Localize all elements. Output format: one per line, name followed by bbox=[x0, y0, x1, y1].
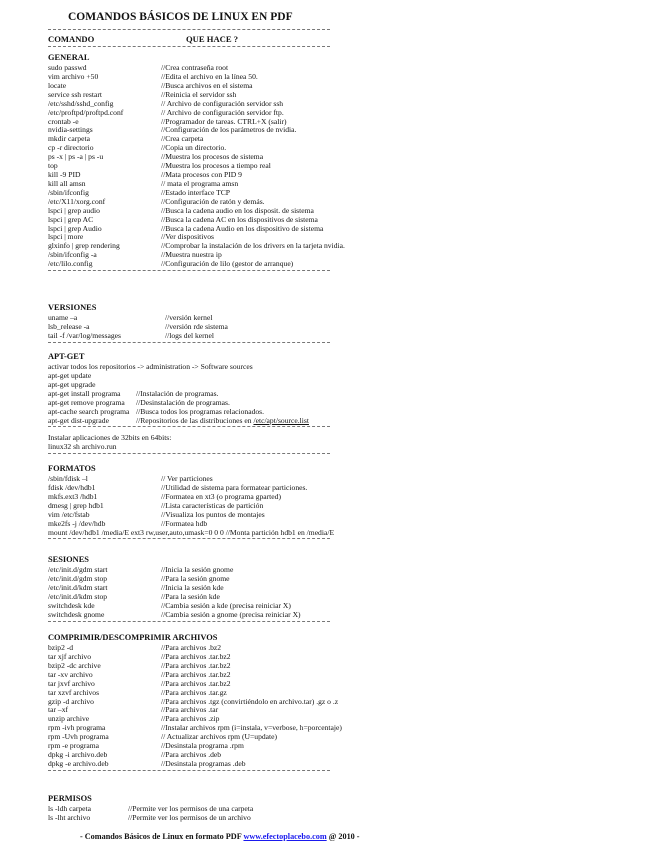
command-description: //Desinstala programas .deb bbox=[161, 758, 246, 768]
command-row bbox=[48, 232, 648, 241]
command-row bbox=[48, 81, 648, 90]
command-text: apt-get remove programa bbox=[48, 397, 125, 407]
command-description: //Para archivos .tar.gz bbox=[161, 687, 227, 697]
command-row bbox=[48, 179, 648, 188]
command-description: //Muestra los procesos a tiempo real bbox=[161, 161, 271, 171]
command-row bbox=[48, 224, 648, 233]
command-row bbox=[48, 442, 648, 451]
command-row bbox=[48, 188, 648, 197]
command-row bbox=[48, 732, 648, 741]
command-text: apt-get upgrade bbox=[48, 379, 96, 389]
command-description: //Para archivos .deb bbox=[161, 750, 222, 760]
command-description: //Copia un directorio. bbox=[161, 143, 227, 153]
command-row bbox=[48, 416, 648, 425]
command-row bbox=[48, 108, 648, 117]
command-row bbox=[48, 804, 648, 813]
command-row bbox=[48, 652, 648, 661]
command-row bbox=[48, 433, 648, 442]
command-row bbox=[48, 389, 648, 398]
command-description: //versión rde sistema bbox=[165, 321, 228, 331]
command-row bbox=[48, 362, 648, 371]
footer-text: - Comandos Básicos de Linux en formato PDF bbox=[80, 832, 244, 841]
command-text: cp -r directorio bbox=[48, 143, 94, 153]
command-text: activar todos los repositorios -> administration -> Software sources bbox=[48, 362, 253, 371]
command-text: top bbox=[48, 161, 58, 171]
command-row bbox=[48, 813, 648, 822]
command-row bbox=[48, 592, 648, 601]
command-row bbox=[48, 679, 648, 688]
command-text: lspci | more bbox=[48, 232, 84, 242]
command-row bbox=[48, 380, 648, 389]
footer-website-link[interactable]: www.efectoplacebo.com bbox=[243, 832, 327, 841]
divider bbox=[48, 426, 330, 427]
command-description: //Para archivos .zip bbox=[161, 714, 220, 724]
command-text: service ssh restart bbox=[48, 89, 102, 99]
command-row bbox=[48, 241, 648, 250]
command-description: //Comprobar la instalación de los drivers en la tarjeta nvidia. bbox=[161, 241, 345, 251]
command-row bbox=[48, 759, 648, 768]
divider bbox=[48, 538, 330, 539]
command-description: //Para archivos .tar.bz2 bbox=[161, 651, 231, 661]
section-heading: PERMISOS bbox=[48, 794, 92, 803]
command-description: //Configuración de lilo (gestor de arranque) bbox=[161, 259, 294, 269]
command-text: ls -ldh carpeta bbox=[48, 804, 92, 813]
command-text: mke2fs -j /dev/hdb bbox=[48, 518, 106, 528]
command-description: //Permite ver los permisos de un archivo bbox=[128, 812, 251, 822]
command-description: // Actualizar archivos rpm (U=update) bbox=[161, 732, 278, 742]
command-text: /sbin/ifconfig -a bbox=[48, 250, 97, 260]
command-description: //Para la sesión kde bbox=[161, 591, 220, 601]
command-description: //Visualiza los puntos de montajes bbox=[161, 509, 265, 519]
divider bbox=[48, 270, 330, 271]
command-text: /etc/init.d/gdm start bbox=[48, 565, 108, 574]
command-row bbox=[48, 206, 648, 215]
command-text: tar jxvf archivo bbox=[48, 678, 95, 688]
command-row bbox=[48, 152, 648, 161]
section-heading: VERSIONES bbox=[48, 303, 97, 312]
command-text: rpm -ivh programa bbox=[48, 723, 106, 733]
command-text: tar -xv archivo bbox=[48, 669, 93, 679]
path-link: /etc/apt/source.list bbox=[253, 415, 309, 425]
command-row bbox=[48, 407, 648, 416]
command-description: //Inicia la sesión gnome bbox=[161, 565, 234, 574]
command-description: //Busca la cadena audio en los disposit. de sistema bbox=[161, 205, 314, 215]
command-row bbox=[48, 90, 648, 99]
page-footer bbox=[80, 832, 360, 841]
command-row bbox=[48, 697, 648, 706]
command-description: //Inicia la sesión kde bbox=[161, 582, 224, 592]
command-row bbox=[48, 510, 648, 519]
command-text: apt-cache search programa bbox=[48, 406, 130, 416]
command-row bbox=[48, 215, 648, 224]
command-description: //logs del kernel bbox=[165, 330, 214, 340]
command-text: kill all amsn bbox=[48, 178, 86, 188]
command-description: //Configuración de los parámetros de nvidia. bbox=[161, 125, 297, 135]
command-description: //Formatea hdb bbox=[161, 518, 208, 528]
command-description: //Permite ver los permisos de una carpeta bbox=[128, 804, 254, 813]
command-text: /etc/init.d/kdm stop bbox=[48, 591, 108, 601]
command-row bbox=[48, 492, 648, 501]
divider bbox=[48, 342, 330, 343]
command-text: tar –xf bbox=[48, 705, 69, 715]
command-text: lspci | grep Audio bbox=[48, 223, 102, 233]
command-row bbox=[48, 501, 648, 510]
command-description: //Muestra nuestra ip bbox=[161, 250, 222, 260]
command-text: tail -f /var/log/messages bbox=[48, 330, 121, 340]
command-description: //Para archivos .tgz (convirtiéndolo en archivo.tar) .gz o .z bbox=[161, 696, 339, 706]
command-description: //Busca archivos en el sistema bbox=[161, 80, 253, 90]
command-description: //Busca la cadena AC en los dispositivos de sistema bbox=[161, 214, 318, 224]
command-row bbox=[48, 610, 648, 619]
command-text: vim /etc/fstab bbox=[48, 509, 90, 519]
description-text: //Repositorios de las distribuciones en bbox=[136, 415, 254, 425]
command-description: //Programador de tareas. CTRL+X (salir) bbox=[161, 116, 287, 126]
column-header-command: COMANDO bbox=[48, 34, 95, 44]
column-header-description: QUE HACE ? bbox=[186, 34, 239, 44]
divider bbox=[48, 46, 330, 47]
command-text: mkdir carpeta bbox=[48, 134, 90, 144]
command-row bbox=[48, 143, 648, 152]
command-text: switchdesk kde bbox=[48, 600, 95, 610]
command-text: apt-get install programa bbox=[48, 388, 121, 398]
command-text: /etc/init.d/kdm start bbox=[48, 582, 108, 592]
command-description: //Reinicia el servidor ssh bbox=[161, 89, 237, 99]
command-row bbox=[48, 161, 648, 170]
command-description: //Lista características de partición bbox=[161, 500, 264, 510]
command-text: ls -lht archivo bbox=[48, 812, 91, 822]
command-text: bzip2 -d bbox=[48, 643, 74, 652]
command-row bbox=[48, 125, 648, 134]
command-text: tar xzvf archivos bbox=[48, 687, 100, 697]
command-text: nvidia-settings bbox=[48, 125, 93, 135]
command-text: sudo passwd bbox=[48, 63, 87, 72]
command-row bbox=[48, 197, 648, 206]
command-text: /etc/proftpd/proftpd.conf bbox=[48, 107, 124, 117]
command-text: mkfs.ext3 /hdb1 bbox=[48, 491, 98, 501]
command-description: //Ver dispositivos bbox=[161, 232, 214, 242]
command-description: //Cambia sesión a gnome (precisa reiniciar X) bbox=[161, 609, 301, 619]
command-row bbox=[48, 134, 648, 143]
command-text: dpkg -e archivo.deb bbox=[48, 758, 109, 768]
command-text: linux32 sh archivo.run bbox=[48, 441, 117, 451]
command-text: apt-get update bbox=[48, 370, 92, 380]
command-row bbox=[48, 705, 648, 714]
command-row bbox=[48, 483, 648, 492]
command-text: uname –a bbox=[48, 313, 78, 322]
divider bbox=[48, 29, 330, 30]
command-row bbox=[48, 528, 648, 537]
section-heading: FORMATOS bbox=[48, 464, 96, 473]
command-text: vim archivo +50 bbox=[48, 71, 99, 81]
command-description: //Para la sesión gnome bbox=[161, 573, 230, 583]
command-text: lspci | grep AC bbox=[48, 214, 94, 224]
command-description: //versión kernel bbox=[165, 313, 213, 322]
divider bbox=[48, 453, 330, 454]
command-text: /sbin/ifconfig bbox=[48, 187, 89, 197]
command-description: //Mata procesos con PID 9 bbox=[161, 170, 242, 180]
command-row bbox=[48, 601, 648, 610]
command-text: rpm -Uvh programa bbox=[48, 732, 109, 742]
command-text: dpkg -i archivo.deb bbox=[48, 750, 108, 760]
section-heading: SESIONES bbox=[48, 555, 89, 564]
command-description: //Para archivos .tar.bz2 bbox=[161, 669, 231, 679]
command-description: //Crea contraseña root bbox=[161, 63, 229, 72]
command-text: bzip2 -dc archive bbox=[48, 660, 101, 670]
command-description: // Ver particiones bbox=[161, 474, 213, 483]
divider bbox=[48, 770, 330, 771]
footer-copyright: @ 2010 - bbox=[326, 832, 360, 841]
command-row bbox=[48, 688, 648, 697]
command-row bbox=[48, 661, 648, 670]
section-heading: APT-GET bbox=[48, 352, 85, 361]
command-text: tar xjf archivo bbox=[48, 651, 92, 661]
command-description: //Cambia sesión a kde (precisa reiniciar X) bbox=[161, 600, 291, 610]
command-description: //Formatea en xt3 (o programa gparted) bbox=[161, 491, 281, 501]
command-row bbox=[48, 574, 648, 583]
command-text: kill -9 PID bbox=[48, 170, 81, 180]
command-row bbox=[48, 398, 648, 407]
section-heading: COMPRIMIR/DESCOMPRIMIR ARCHIVOS bbox=[48, 633, 218, 642]
command-description: //Busca todos los programas relacionados. bbox=[136, 406, 265, 416]
command-description: //Instalación de programas. bbox=[136, 388, 219, 398]
command-description: //Configuración de ratón y demás. bbox=[161, 196, 265, 206]
command-description: //Estado interface TCP bbox=[161, 187, 231, 197]
command-description: // Archivo de configuración servidor ftp. bbox=[161, 107, 284, 117]
command-description: //Busca la cadena Audio en los dispositivo de sistema bbox=[161, 223, 324, 233]
command-row bbox=[48, 63, 648, 72]
command-row bbox=[48, 250, 648, 259]
command-description: //Para archivos .tar.bz2 bbox=[161, 678, 231, 688]
command-text: ps -x | ps -a | ps -u bbox=[48, 152, 104, 162]
command-text: glxinfo | grep rendering bbox=[48, 241, 120, 251]
command-description: //Desinstalación de programas. bbox=[136, 397, 230, 407]
command-description: //Edita el archivo en la línea 50. bbox=[161, 71, 258, 81]
command-row bbox=[48, 170, 648, 179]
command-description: //Para archivos .bz2 bbox=[161, 643, 222, 652]
command-text: dmesg | grep hdb1 bbox=[48, 500, 104, 510]
command-row bbox=[48, 583, 648, 592]
command-text: mount /dev/hdb1 /media/E ext3 rw,user,auto,umask=0 0 0 //Monta partición hdb1 en /media/E bbox=[48, 527, 335, 537]
command-description: //Muestra los procesos de sistema bbox=[161, 152, 264, 162]
command-description: //Utilidad de sistema para formatear particiones. bbox=[161, 482, 308, 492]
command-text: fdisk /dev/hdb1 bbox=[48, 482, 96, 492]
command-text: Instalar aplicaciones de 32bits en 64bits: bbox=[48, 433, 172, 442]
command-description bbox=[136, 416, 309, 425]
command-description: //Para archivos .tar.bz2 bbox=[161, 660, 231, 670]
command-row bbox=[48, 99, 648, 108]
command-text: lspci | grep audio bbox=[48, 205, 100, 215]
command-text: unzip archive bbox=[48, 714, 90, 724]
command-description: // mata el programa amsn bbox=[161, 178, 239, 188]
command-row bbox=[48, 714, 648, 723]
command-row bbox=[48, 322, 648, 331]
command-row bbox=[48, 371, 648, 380]
command-text: gzip -d archivo bbox=[48, 696, 94, 706]
command-row bbox=[48, 117, 648, 126]
command-text: locate bbox=[48, 80, 67, 90]
command-description: //Para archivos .tar bbox=[161, 705, 219, 715]
command-description: //Crea carpeta bbox=[161, 134, 204, 144]
command-row bbox=[48, 519, 648, 528]
command-text: crontab -e bbox=[48, 116, 79, 126]
command-row bbox=[48, 750, 648, 759]
command-row bbox=[48, 723, 648, 732]
document-title: COMANDOS BÁSICOS DE LINUX EN PDF bbox=[68, 11, 293, 23]
command-row bbox=[48, 474, 648, 483]
command-row bbox=[48, 741, 648, 750]
command-text: /etc/sshd/sshd_config bbox=[48, 98, 114, 108]
command-description: //Desinstala programa .rpm bbox=[161, 741, 244, 751]
command-description: //Instalar archivos rpm (i=instala, v=verbose, h=porcentaje) bbox=[161, 723, 342, 733]
command-row bbox=[48, 331, 648, 340]
command-text: lsb_release -a bbox=[48, 321, 90, 331]
command-text: switchdesk gnome bbox=[48, 609, 105, 619]
command-text: /etc/lilo.config bbox=[48, 259, 93, 269]
command-row bbox=[48, 72, 648, 81]
section-heading: GENERAL bbox=[48, 53, 90, 62]
command-description: // Archivo de configuración servidor ssh bbox=[161, 98, 284, 108]
command-text: /sbin/fdisk –l bbox=[48, 474, 88, 483]
command-text: apt-get dist-upgrade bbox=[48, 415, 109, 425]
command-row bbox=[48, 259, 648, 268]
command-text: /etc/init.d/gdm stop bbox=[48, 573, 108, 583]
command-row bbox=[48, 643, 648, 652]
divider bbox=[48, 621, 330, 622]
command-text: rpm -e programa bbox=[48, 741, 100, 751]
command-row bbox=[48, 313, 648, 322]
command-text: /etc/X11/xorg.conf bbox=[48, 196, 106, 206]
command-row bbox=[48, 670, 648, 679]
command-row bbox=[48, 565, 648, 574]
